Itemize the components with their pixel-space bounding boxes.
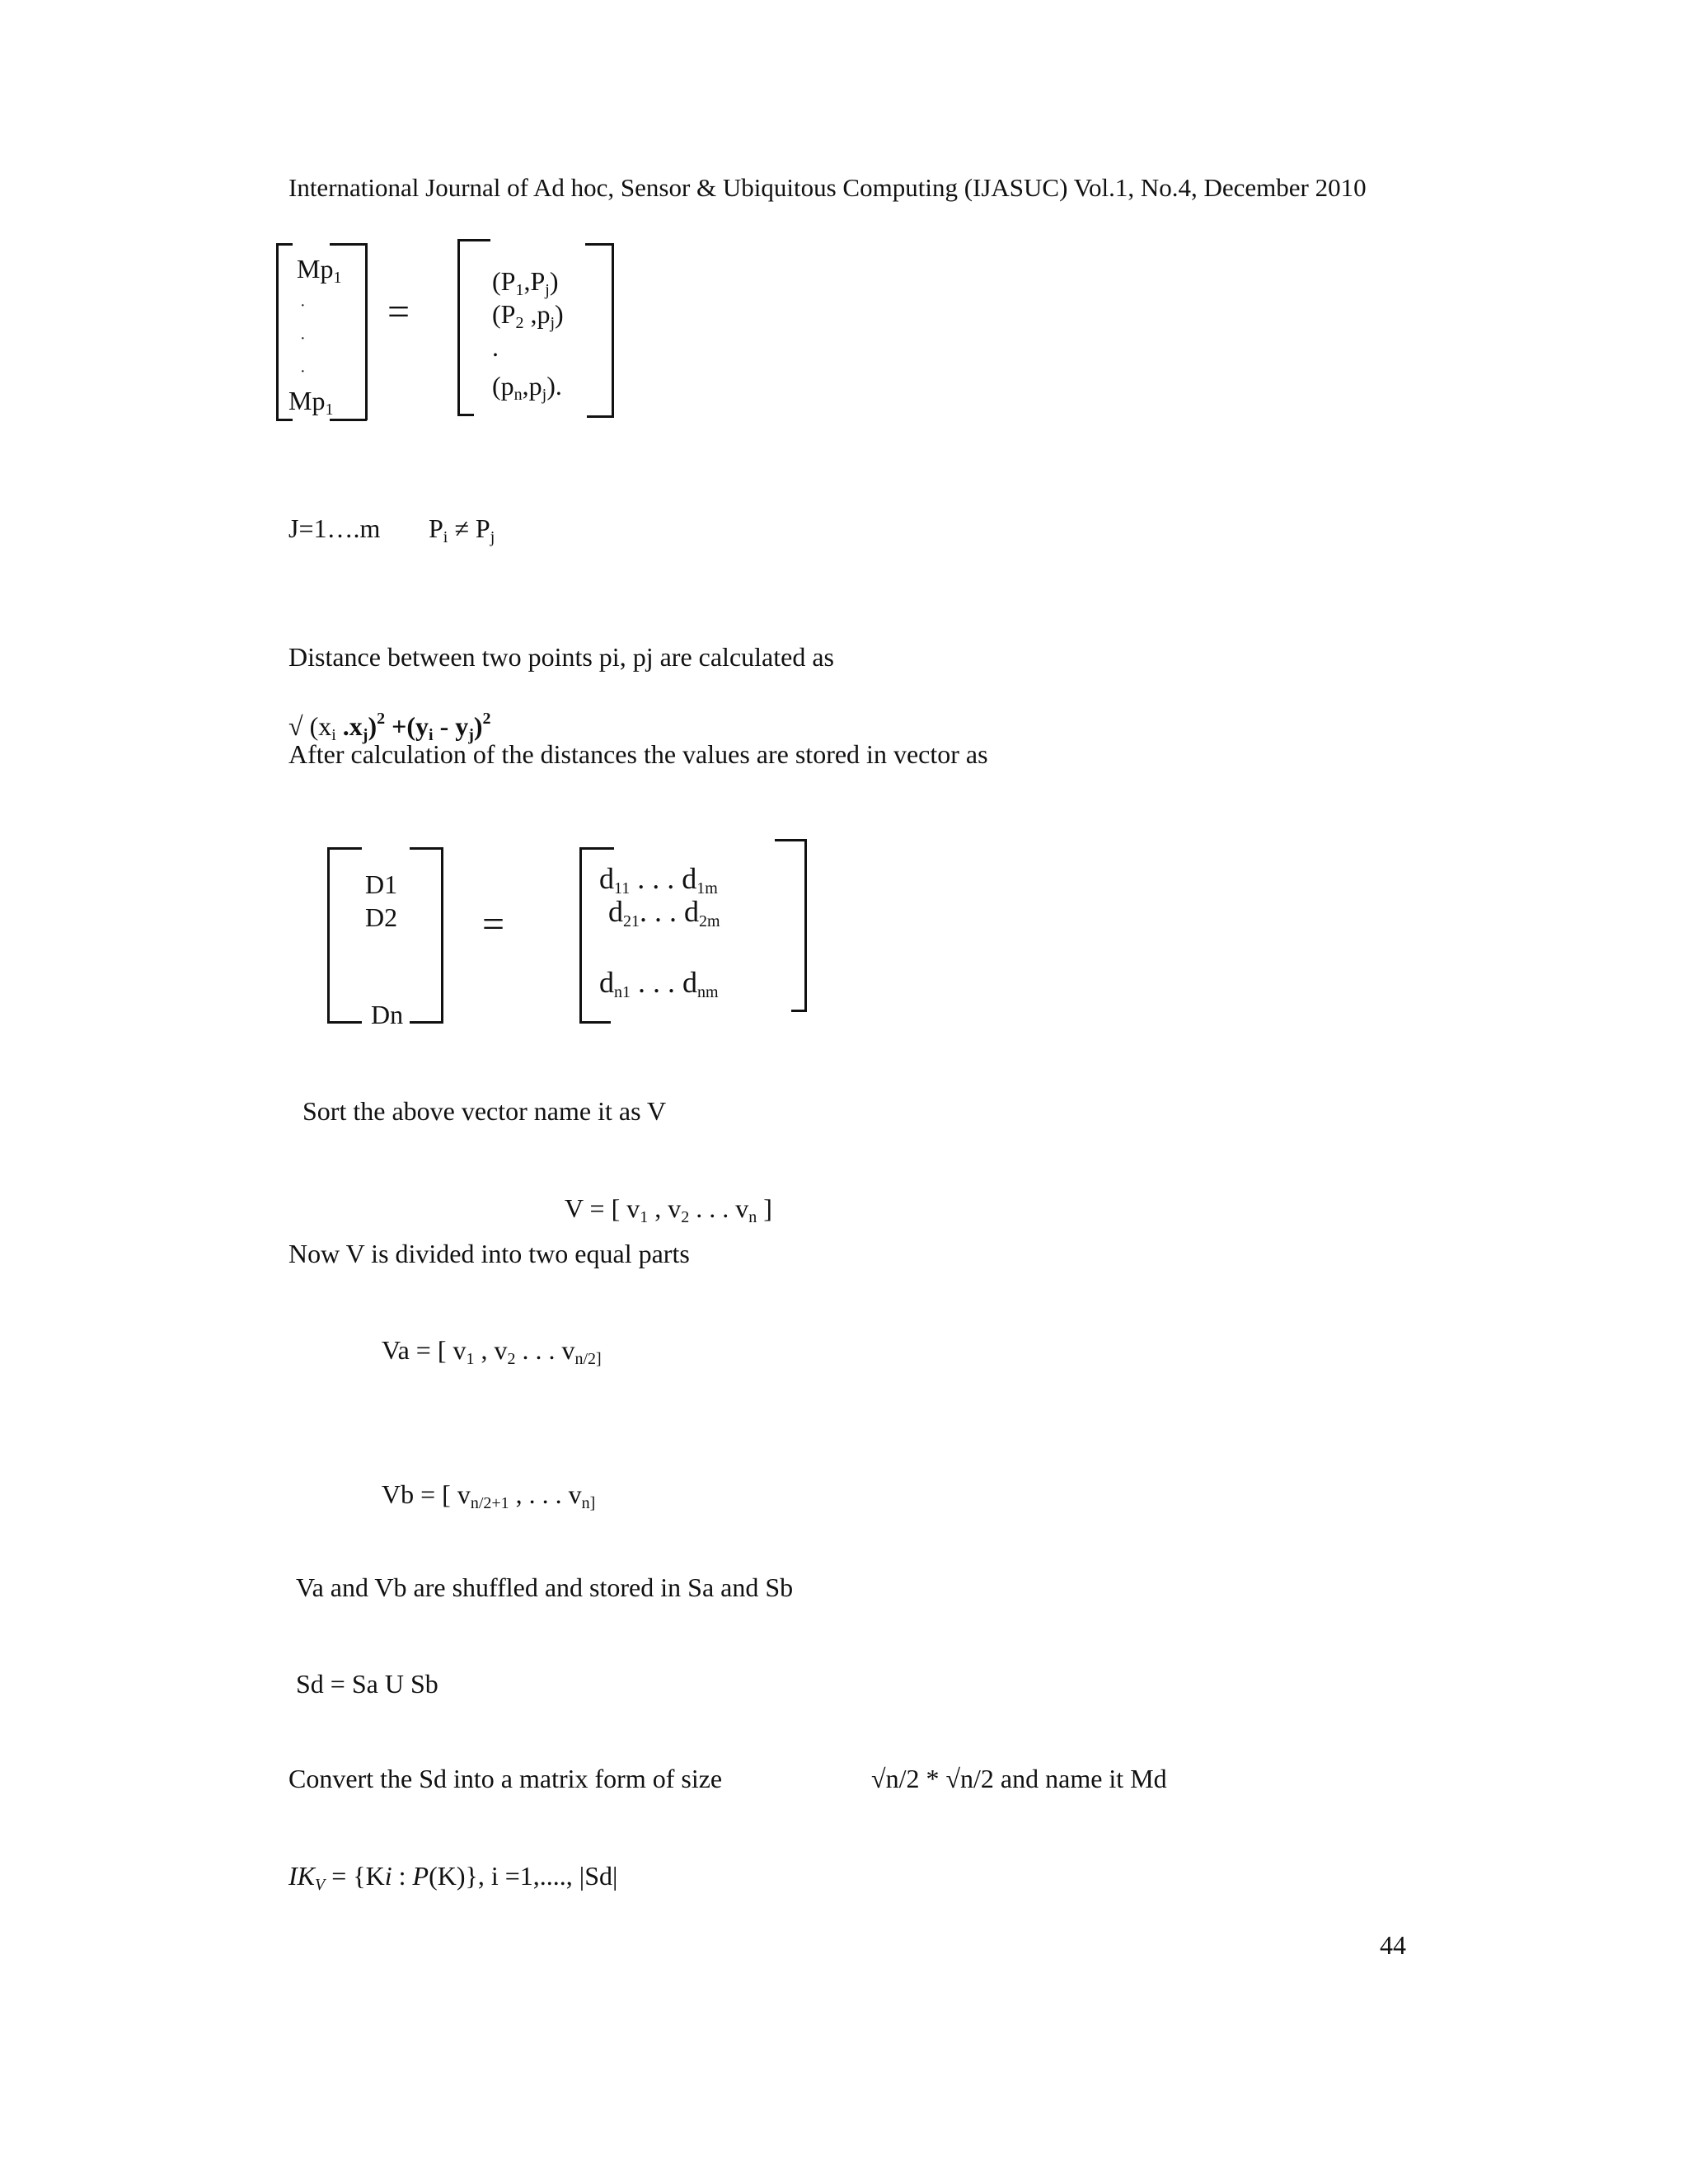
eq-va: Va = [ $v_1$ , $v_2$ . . . $v_{n/2]}$: [382, 1335, 602, 1368]
page-number: 44: [1380, 1930, 1406, 1960]
vector-dn: Dn: [371, 1000, 404, 1029]
inequality: $P_i \ne P_j$: [429, 513, 495, 546]
vector-d2: D2: [365, 902, 398, 932]
para-divide: Now V is divided into two equal parts: [288, 1239, 690, 1268]
mp-dot: ·: [300, 363, 306, 381]
index-range: J=1….m: [288, 513, 381, 543]
para-convert: Convert the Sd into a matrix form of size: [288, 1764, 723, 1793]
pair-row: ($P_2$ $,p_j$): [492, 299, 564, 332]
para-distance: Distance between two points pi, pj are calculated as: [288, 642, 834, 672]
mp-top: $Mp_1$: [297, 254, 342, 287]
para-shuffle: Va and Vb are shuffled and stored in Sa and Sb: [296, 1572, 794, 1602]
mp-bottom: $Mp_1$: [288, 386, 334, 419]
vector-d1: D1: [365, 869, 398, 899]
eq-ik: $IK_V = \{Ki$ : P(K)}, i =1,...., |Sd|: [288, 1861, 618, 1894]
para-sort: Sort the above vector name it as V: [302, 1096, 667, 1126]
distance-row: $d_{11}$ . . . $d_{1m}$: [599, 862, 718, 898]
mp-dot: ·: [300, 330, 306, 348]
eq-v: V = [ $v_1$ , $v_2$ . . . $v_n$ ]: [565, 1193, 772, 1226]
distance-row: $d_{n1}$ . . . $d_{nm}$: [599, 966, 719, 1001]
para-convert-size: √n/2 * √n/2 and name it Md: [871, 1764, 1167, 1793]
distance-formula: √ ($x_i$ $.x_j)^2 +(y_i - y_j)^2$: [288, 710, 491, 744]
distance-row: $d_{21}$. . . $d_{2m}$: [608, 895, 720, 930]
pair-row: $(P_1,P_j)$: [492, 266, 559, 299]
running-header: International Journal of Ad hoc, Sensor & Ubiquitous Computing (IJASUC) Vol.1, No.4, December 2010: [288, 173, 1367, 202]
pair-row: $(p_n,p_j)$.: [492, 371, 562, 404]
pair-row-dot: .: [492, 332, 499, 362]
mp-dot: ·: [300, 297, 306, 315]
equals-sign: =: [482, 902, 505, 946]
equals-sign: =: [387, 290, 410, 334]
eq-vb: Vb = [ $v_{n/2+1}$ , . . . $v_{n]}$: [382, 1479, 596, 1512]
para-after: After calculation of the distances the values are stored in vector as: [288, 739, 988, 769]
eq-sd: Sd = Sa U Sb: [296, 1669, 438, 1699]
